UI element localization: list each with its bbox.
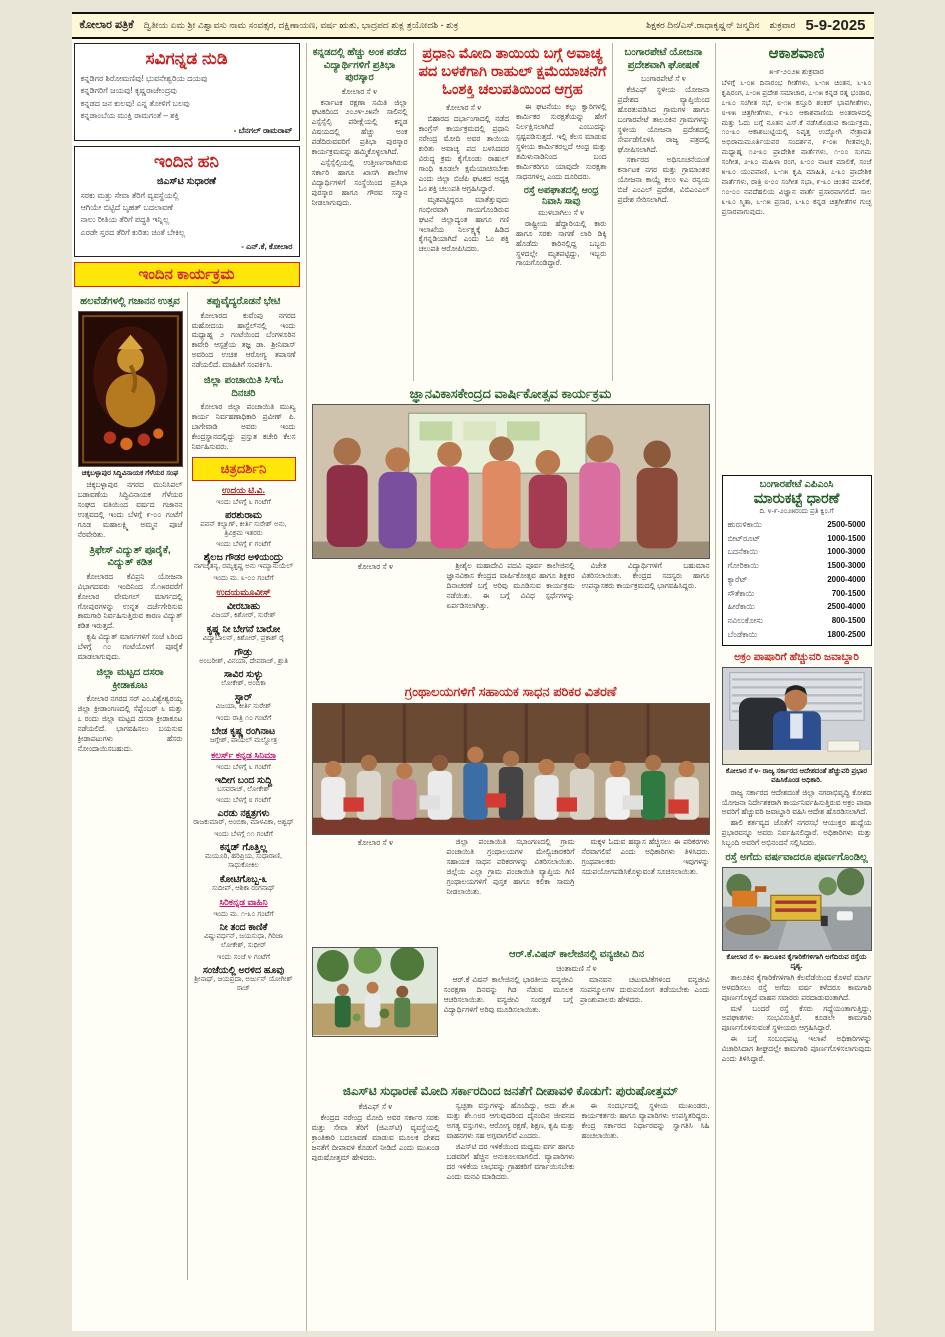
tv-listing-entry: ಇಂದು ಬೆಳಗ್ಗೆ ೬ ಗಂಟೆಗೆ — [216, 761, 271, 771]
savigannada-nudi-box — [74, 43, 300, 141]
wildlife-article-body — [444, 975, 710, 1067]
tv-listing-entry: ರಾಜಕುಮಾರ್, ಅಂಬಿಕಾ, ಮಾಳವಿಕಾ, ಅಶ್ವಥ್ — [193, 819, 294, 827]
poem-line: ಕನ್ನಡಿಗರಿಗೆ ಜಯವು! ಕೃಷ್ಣರಾಜೇಂದ್ರವು — [80, 86, 177, 96]
wildlife-headline: ಆರ್.ಕೆ.ವಿಷನ್ ಕಾಲೇಜಿನಲ್ಲಿ ವನ್ಯಜೀವಿ ದಿನ — [508, 949, 645, 961]
tv-listing-entry: ವೀರಬಾಹು — [226, 601, 261, 613]
wildlife-day-photo — [312, 947, 438, 1036]
library-headline: ಗ್ರಂಥಾಲಯಗಳಿಗೆ ಸಹಾಯಕ ಸಾಧನ ಪರಿಕರ ವಿತರಣೆ — [404, 684, 617, 700]
price-range: 2000-4000 — [827, 574, 866, 584]
body-paragraph: ಸರ್ಕಾರದ ಅಧಿಸೂಚನೆಯಂತೆ ಕರ್ನಾಟಕ ನಗರ ಮತ್ತು ಗ್ರಾಮಾಂತರ ಯೋಜನಾ ಕಾಯ್ದೆ ಕಲಂ ೪ಎ ರನ್ವಯ ಬಿಜೆ ಎಂಎಲ್ ಪ್ರದೇಶ, ವಿಬಿಎಂಎಲ್ ಪ್ರದೇಶ ಸೇರಿಸಲಾಗಿದೆ. — [617, 155, 710, 205]
tv-listing-entry: ಕೋಟಿಗೊಬ್ಬ-೩ — [219, 873, 268, 885]
tv-listing-entry: ಇಂದು ರಾತ್ರಿ ೧೦ ಗಂಟೆಗೆ — [215, 712, 272, 722]
tv-listing-entry: ಪರಶುರಾಮ — [225, 509, 262, 521]
dateline: ಬಂಗಾರಪೇಟೆ ಸೆ ೪ — [641, 74, 686, 83]
library-article-body — [312, 837, 710, 941]
apmc-rates-box — [722, 475, 872, 646]
special-day-note: ಶಿಕ್ಷಕರ ದಿನ/ಎಸ್.ರಾಧಾಕೃಷ್ಣನ್ ಜನ್ಮದಿನ — [646, 20, 760, 30]
tv-listing-entry: ಇಂದು ಬೆಳಗ್ಗೆ ೮ ಗಂಟೆಗೆ — [216, 795, 271, 805]
tv-listing-entry: ಬಸವರಾಜ್, ಲೋಕೇಶ್ — [217, 785, 270, 793]
body-paragraph: ಈ ಬಗ್ಗೆ ಸಂಬಂಧಪಟ್ಟ ಇಲಾಖೆ ಅಧಿಕಾರಿಗಳನ್ನು ವಿಚಾರಿಸಿದಾಗ ಶೀಘ್ರದಲ್ಲೇ ಕಾಮಗಾರಿ ಪೂರ್ಣಗೊಳಿಸಲಾಗುವುದು ಎಂದು ತಿಳಿಸಿದ್ದಾರೆ. — [721, 1034, 872, 1064]
body-paragraph: ಕೋಲಾರದ ಕುವೆಂಪು ನಗರದ ಮಹೋದಯ ಹಾಸ್ಟೆಲ್‌ನಲ್ಲಿ ಇಂದು ಮಧ್ಯಾಹ್ನ ೨ ಗಂಟೆಯಿಂದ ಬೆಂಗಳೂರಿನ ಕಾವೇರಿ ಆಸ್ಪತ್ರೆಯ ತಜ್ಞ ಡಾ. ಶ್ರೀನಿವಾಸ್ ಅವರಿಂದ ಉಚಿತ ಆರೋಗ್ಯ ತಪಾಸಣೆ ನಡೆಯಲಿದೆ. ಮಾಹಿತಿಗೆ ಸಂಪರ್ಕಿಸಿ. — [191, 310, 296, 370]
threephase-article-body — [78, 572, 183, 663]
anniversary-article-body — [312, 561, 710, 679]
poem — [81, 73, 293, 123]
accident-paragraphs — [516, 219, 607, 269]
calendar-line: ದ್ವಿತೀಯ ಏಮ ಶ್ರೀ ವಿಶ್ವಾವಸು ನಾಮ ಸಂವತ್ಸರ, ದಕ್ಷಿಣಾಯಣ, ವರ್ಷ ಋತು, ಭಾದ್ರಪದ ಶುಕ್ಲ ತ್ರಯೋದಶಿ - ಶುಕ್ರ — [143, 20, 459, 30]
tv-listing-entry: ಉದಯ ಟಿ.ವಿ. — [222, 484, 265, 495]
indina-hani-box — [74, 146, 300, 258]
page-columns — [72, 43, 874, 1331]
lead-story — [413, 43, 607, 381]
pratibha-story — [312, 43, 408, 381]
akashavani-section — [722, 45, 872, 470]
dateline: ಕೋಲಾರ ಸೆ ೪ — [357, 838, 394, 848]
right-column — [722, 43, 872, 1331]
price-range: 1000-1500 — [827, 533, 866, 543]
dateline: ಮುಳಬಾಗಿಲು ಸೆ ೪ — [538, 207, 585, 217]
gst-headline: ಜಿಎಸ್‌ಟಿ ಸುಧಾರಣೆ ಮೋದಿ ಸರ್ಕಾರದಿಂದ ಜನತೆಗೆ ದೀಪಾವಳಿ ಕೊಡುಗೆ: ಪುರುಷೋತ್ತಮ್ — [342, 1084, 679, 1099]
dateline: ಕೋಲಾರ ಸೆ ೪ — [446, 103, 482, 113]
tv-listing-entry: ಪವನ್ ಕಲ್ಯಾಣ್, ಕೀರ್ತಿ ಸುರೇಶ್ ಅನು, ತ್ರಿವಿಕ್ರಮ ಇತರರು — [200, 520, 287, 537]
body-paragraph: ಜಿಲ್ಲಾ ಪಂಚಾಯಿತಿ ಸಭಾಂಗಣದಲ್ಲಿ ಗ್ರಾಮ ಪಂಚಾಯಿತಿ ಗ್ರಂಥಾಲಯಗಳ ಮೇಲ್ವಿಚಾರಕರಿಗೆ ಸಹಾಯಕ ಸಾಧನ ಪರಿಕರಗಳನ್ನು ವಿತರಿಸಲಾಯಿತು. ಜಿಲ್ಲೆಯ ಎಲ್ಲಾ ಗ್ರಾಮ ಪಂಚಾಯಿತಿ ವ್ಯಾಪ್ತಿಯ ಗಿಣಿ ಗ್ರಂಥಾಲಯಗಳಿಗೆ ಪುಸ್ತಕ ಹಾಗೂ ಕಲಿಕಾ ಸಾಮಗ್ರಿ ನೀಡಲಾಯಿತು. — [446, 837, 575, 897]
rate-row — [728, 614, 866, 628]
left-column — [74, 43, 300, 1331]
tv-listing-entry: ಬೇಡ ಕೃಷ್ಣ ರಂಗಿನಾಟ — [211, 725, 276, 737]
body-paragraph: ಮಳೆ ಬಂದರೆ ರಸ್ತೆ ಕೆಸರು ಗದ್ದೆಯಂತಾಗುತ್ತಿದ್ದು, ಅಪಘಾತಗಳು ಸಂಭವಿಸುತ್ತಿವೆ. ಕೂಡಲೇ ಕಾಮಗಾರಿ ಪೂರ್ಣಗೊಳಿಸುವಂತೆ ಸ್ಥಳೀಯರು ಆಗ್ರಹಿಸಿದ್ದಾರೆ. — [721, 1003, 872, 1033]
price-range: 2500-5000 — [827, 519, 866, 529]
akashavani-dateline: ೫-೯-೨೦೨೫ ಶುಕ್ರವಾರ — [769, 66, 824, 76]
ganesh-article-body — [78, 480, 183, 541]
body-paragraph: ಮೃತಪಟ್ಟಿದ್ದರೂ ಮಾತೆತ್ತುವುದು ಗಂಭೀರವಾಗಿ ಗಾಯಗೊಂಡಿರುವ ಘಟನೆ ಜಿಲ್ಲಾದ್ಯಂತ ಹಾಗೂ ಗಣಿ ಇಲಾಖೆಯ ನಿರ್ಲಕ್ಷ್ಯಕ್ಕೆ ಹಿಡಿದ ಕೈಗನ್ನಡಿಯಾಗಿದೆ ಎಂದು ಓಂ ಶಕ್ತಿ ಚಲುಪತಿ ಆರೋಪಿಸಿದರು. — [418, 194, 509, 254]
dateline: ಕೋಲಾರ ಸೆ ೪ — [341, 86, 378, 96]
price-range: 1500-3000 — [827, 561, 866, 570]
commodity-name: ಸೌತೆಕಾಯಿ — [727, 588, 755, 598]
apmc-rates-title: ಮಾರುಕಟ್ಟೆ ಧಾರಣೆ — [753, 490, 840, 507]
dateline: ಕೋಲಾರ ಸೆ ೪ — [357, 562, 394, 572]
body-paragraph: ಈ ಸಂದರ್ಭದಲ್ಲಿ ಸ್ಥಳೀಯ ಮುಖಂಡರು, ಕಾರ್ಯಕರ್ತರು ಹಾಗೂ ವ್ಯಾಪಾರಿಗಳು ಉಪಸ್ಥಿತರಿದ್ದರು. ಕೇಂದ್ರ ಸರ್ಕಾರದ ನಿರ್ಧಾರವನ್ನು ಸ್ವಾಗತಿಸಿ ಸಿಹಿ ಹಂಚಲಾಯಿತು. — [581, 1101, 710, 1141]
lead-article-body — [419, 102, 607, 364]
body-paragraph: ಕರ್ನಾಟಕ ರಕ್ಷಣಾ ಸಮಿತಿ ಜಿಲ್ಲಾ ಘಟಕದಿಂದ ೨೦೨೪-೨೫ನೇ ಸಾಲಿನಲ್ಲಿ ಎಸ್ಸೆಸ್ಸೆಲ್ಸಿ ಪರೀಕ್ಷೆಯಲ್ಲಿ ಕನ್ನಡ ವಿಷಯದಲ್ಲಿ ಹೆಚ್ಚು ಅಂಕ ಪಡೆದಿರುವವರಿಗೆ ಪ್ರತಿಭಾ ಪುರಸ್ಕಾರ ಕಾರ್ಯಕ್ರಮವನ್ನು ಹಮ್ಮಿಕೊಳ್ಳಲಾಗಿದೆ. — [311, 97, 408, 157]
anniversary-group-photo — [312, 404, 710, 559]
commodity-name: ಹುರುಳಿಕಾಯಿ — [727, 519, 762, 529]
tv-listing-entry: ಕೃಷ್ಣ ನೀ ಬೇಗನೆ ಬಾರೋ — [206, 623, 281, 635]
ganesh-photo-caption: ಚಿಕ್ಕಬಳ್ಳಾಪುರ ಸಿದ್ಧಿವಿನಾಯಕ ಗೆಳೆಯರ ಸಂಘ — [81, 470, 179, 478]
apmc-rates-note: ದಿ. ೪-೯-೨೦೨೫ರಂದು ಪ್ರತಿ ಕ್ವಿಂ.ಗೆ — [759, 507, 834, 515]
anniversary-paragraphs — [447, 561, 710, 611]
apmc-org-name: ಬಂಗಾರಪೇಟೆ ಎಪಿಎಂಸಿ — [759, 478, 834, 490]
poem-line: ಆಗಿಯೇ ಬಿಟ್ಟಿದೆ ಬೃಹತ್ ಬದಲಾವಣೆ — [80, 202, 173, 212]
top-stories-row — [312, 43, 710, 381]
ganesh-headline: ಹಲವೆಡೆಗಳಲ್ಲಿ ಗಜಾನನ ಉತ್ಸವ — [80, 296, 180, 308]
library-distribution-photo — [312, 703, 710, 835]
pratibha-headline: ಕನ್ನಡದಲ್ಲಿ ಹೆಚ್ಚು ಅಂಕ ಪಡೆದ ವಿದ್ಯಾರ್ಥಿಗಳಿಗೆ ಪ್ರತಿಭಾ ಪುರಸ್ಕಾರ — [312, 47, 407, 83]
threephase-headline: ತ್ರಿಫೇಸ್ ವಿದ್ಯುತ್ ಪೂರೈಕೆ, ವಿದ್ಯುತ್ ಕಡಿತ — [89, 544, 171, 569]
poem-line: ಎರಡೇ ಸ್ತರದ ತೆರಿಗೆ ಕುರಿತು ಚಿಂತೆ ಬೇಕಿಲ್ಲ — [80, 227, 186, 237]
commodity-name: ಗೋರಿಕಾಯಿ — [727, 561, 759, 570]
gst-section — [312, 1084, 710, 1331]
lead-headline: ಪ್ರಧಾನಿ ಮೋದಿ ತಾಯಿಯ ಬಗ್ಗೆ ಅವಾಚ್ಯ ಪದ ಬಳಕೆಗಾಗಿ ರಾಹುಲ್ ಕ್ಷಮೆಯಾಚನೆಗೆ ಓಂಶಕ್ತಿ ಚಲುಪತಿಯಿಂದ ಆಗ್ರಹ — [418, 46, 607, 99]
ceo-diary-headline: ಜಿಲ್ಲಾ ಪಂಚಾಯಿತಿ ಸಿಇಓ ದಿನಚರಿ — [203, 375, 284, 399]
body-paragraph: ಕೋಲಾರದ ಕೆವಿಪ್ರನಿ ಯೋಜನಾ ವಿಭಾಗದವರು ಇಂದಿನಿಂದ ಸೆ.೧೫ರವರೆಗೆ ಕೋಲಾರ ವೇಮಗಲ್ ಮಾರ್ಗದಲ್ಲಿ ಗೋಪುರಗಳನ್ನು ಉನ್ನತ ದರ್ಜೆಗೇರಿಸುವ ಕಾಮಗಾರಿ ನಿರ್ವಹಿಸುತ್ತಿರುವ ಕಾರಣ ವಿದ್ಯುತ್ ಕಡಿತ ಇರುತ್ತದೆ. — [77, 571, 183, 631]
hani-attribution: - ಎನ್.ಕೆ, ಕೋಲಾರ — [241, 242, 293, 252]
doctor-visit-headline: ತಪ್ಪುವೈದ್ಯರೊಡನೆ ಭೇಟಿ — [206, 296, 281, 308]
officer-at-desk-photo — [722, 667, 872, 766]
apmc-rates-table — [728, 518, 866, 642]
commodity-name: ಹೀರೆಕಾಯಿ — [727, 602, 755, 612]
tv-listing-entry: ಉದಯಮೂವೀಸ್ — [216, 587, 271, 598]
dateline: ಚಿಂತಾಮಣಿ ಸೆ ೪ — [556, 963, 597, 973]
body-paragraph: ಮಕ್ಕಳ ಓದುವ ಹವ್ಯಾಸ ಹೆಚ್ಚಿಸಲು ಈ ಪರಿಕರಗಳು ನೆರವಾಗಲಿವೆ ಎಂದು ಅಧಿಕಾರಿಗಳು ತಿಳಿಸಿದರು. ಗ್ರಂಥಪಾಲಕರು ಇವುಗಳನ್ನು ಸದುಪಯೋಗಪಡಿಸಿಕೊಳ್ಳುವಂತೆ ಸೂಚಿಸಲಾಯಿತು. — [581, 837, 710, 877]
dug-road-photo — [722, 867, 872, 951]
rate-row — [728, 600, 866, 614]
road-photo-caption: ಕೋಲಾರ ಸೆ ೪- ತಾಲೂಕಿನ ಕೈಗಾರಿಕೆಗಳಿಗಾಗಿ ಅಗೆದಿರುವ ರಸ್ತೆಯ ದೃಶ್ಯ. — [726, 953, 867, 970]
tv-listing-entry: ಶೈಲಜ ಗೌಡರ ಅಳಿಯಂದ್ರು — [203, 552, 284, 564]
tv-listing-entry: ಇಂದು ಬೆಳಗ್ಗೆ ೯ ಗಂಟೆಗೆ — [216, 539, 271, 549]
tv-listing-entry: ಶ್ರೀನಾಥ್, ಜಯಪ್ರದಾ, ಅರ್ಜುನ್ ಯೋಗೀಶ್ ರಾಜ್ — [194, 975, 293, 992]
body-paragraph: ಕೃಷಿ ವಿದ್ಯುತ್ ಮಾರ್ಗಗಳಿಗೆ ಸಂಜೆ ೬ರಿಂದ ಬೆಳಗ್ಗೆ ೧೦ ಗಂಟೆಯೊಳಗೆ ಪೂರೈಕೆ ಮಾಡಲಾಗುವುದು. — [77, 632, 183, 662]
chitradarshini-banner: ಚಿತ್ರದರ್ಶಿನಿ — [192, 457, 296, 481]
rate-row — [728, 587, 866, 601]
anniversary-headline: ಜ್ಞಾನವಿಕಾಸಕೇಂದ್ರದ ವಾರ್ಷಿಕೋತ್ಸವ ಕಾರ್ಯಕ್ರಮ — [409, 386, 612, 401]
officer-photo-caption: ಕೋಲಾರ ಸೆ ೪- ರಾಜ್ಯ ಸರ್ಕಾರದ ಆದೇಶದಂತೆ ಹೆಚ್ಚುವರಿ ಪ್ರಭಾರ ವಹಿಸಿಕೊಂಡ ಅಧಿಕಾರಿ. — [725, 768, 868, 785]
left-subcol-a — [74, 292, 187, 1280]
tv-listing-entry: ಸಾವಿರ ಸುಳ್ಳು — [223, 669, 264, 681]
road-article-body — [722, 973, 872, 1064]
gst-article-body — [312, 1101, 710, 1331]
hani-title: ಇಂದಿನ ಹನಿ — [154, 151, 219, 171]
tv-listing-entry: ನೀ ತಂದ ಕಾಣಿಕೆ — [219, 922, 268, 934]
body-paragraph: ರಾಷ್ಟ್ರೀಯ ಹೆದ್ದಾರಿಯಲ್ಲಿ ಕಾರು ಹಾಗೂ ಸರಕು ಸಾಗಣೆ ಲಾರಿ ಡಿಕ್ಕಿ ಹೊಡೆದು ಕಾರಿನಲ್ಲಿದ್ದ ಒಬ್ಬರು ಸ್ಥಳದಲ್ಲೇ ಮೃತಪಟ್ಟಿದ್ದು, ಇಬ್ಬರು ಗಾಯಗೊಂಡಿದ್ದಾರೆ. — [516, 218, 607, 268]
tv-listing-entry: ವಿಷ್ಣುವರ್ಧನ್, ಜಯಸುಧಾ, ಗಿರಿಜಾ ಲೋಕೇಶ್, ಸುಧೀರ್ — [204, 933, 283, 950]
commodity-name: ಕ್ಯಾರೆಟ್ — [727, 574, 748, 584]
poem-line: ಕನ್ನಡಾಂಬೆಯ ಮುಕ್ತಿ ರಾಮಗಂತೆ – ಶಕ್ತಿ — [80, 111, 180, 121]
price-range: 2500-4000 — [827, 602, 866, 612]
body-paragraph: ಸ್ವಚ್ಛತಾ ವಸ್ತುಗಳನ್ನು ಹೊಂದಿದ್ದು, ಅದು ಶೇ.೫ ಮತ್ತು ಶೇ.೧೮ರ ಆಗುವುದರಿಂದ ದೈನಂದಿನ ಜೀವನದ ಅಗತ್ಯ ವಸ್ತುಗಳು, ಆರೋಗ್ಯ ರಕ್ಷಣೆ, ಶಿಕ್ಷಣ, ಕೃಷಿ ಮತ್ತು ವಾಹನಗಳು ಸಹ ಅಗ್ಗವಾಗಲಿವೆ ಎಂದರು. — [446, 1101, 575, 1141]
body-paragraph: ಮಾನವನ ಚಟುವಟಿಕೆಗಳಿಂದ ವನ್ಯಜೀವಿ ಸಂಪನ್ಮೂಲಗಳ ದುರುಪಯೋಗ ತಡೆಯಬೇಕು ಎಂದು ಪ್ರಾಂಶುಪಾಲರು ಹೇಳಿದರು. — [580, 974, 710, 1004]
wildlife-story — [444, 945, 710, 1079]
body-paragraph: ಈ ಘಟನೆಯು ಕಲ್ಲು ಕ್ವಾರಿಗಳಲ್ಲಿ ಕಾರ್ಮಿಕರ ಸುರಕ್ಷತೆಯನ್ನು ಹೇಗೆ ನಿರ್ಲಕ್ಷಿಸಲಾಗಿದೆ ಎಂಬುದನ್ನು ಸ್ಪಷ್ಟಪಡಿಸುತ್ತದೆ. ಇಲ್ಲಿ ಕೆಲಸ ಮಾಡುವ ಸ್ಥಳೀಯ ಕಾರ್ಮಿಕರಲ್ಲದೆ ಆಂಧ್ರ ಮತ್ತು ತಮಿಳುನಾಡಿನಿಂದ ಬಂದ ಕಾರ್ಮಿಕರಿಗೂ ಯಾವುದೇ ಸುರಕ್ಷತಾ ಸಾಧನಗಳಿಲ್ಲ ಎಂದು ದೂರಿದರು. — [516, 102, 607, 181]
accident-subheadline: ರಸ್ತೆ ಅಪಘಾತದಲ್ಲಿ ಆಂಧ್ರ ನಿವಾಸಿ ಸಾವು — [523, 184, 599, 207]
tv-listing-entry: ಕಲರ್ಸ್ ಕನ್ನಡ ಸಿನಿಮಾ — [211, 749, 276, 760]
bangarpet-article-body — [618, 85, 710, 205]
rate-row — [728, 573, 866, 587]
body-paragraph: ಕೋಲಾರ ನಗರದ ಸರ್ ಎಂ.ವಿಶ್ವೇಶ್ವರಯ್ಯ ಜಿಲ್ಲಾ ಕ್ರೀಡಾಂಗಣದಲ್ಲಿ ಸೆಪ್ಟೆಂಬರ್ ೬ ಮತ್ತು ೭ ರಂದು ಜಿಲ್ಲಾ ಮಟ್ಟದ ದಸರಾ ಕ್ರೀಡಾಕೂಟ ನಡೆಯಲಿದೆ. ಭಾಗವಹಿಸಲು ಬಯಸುವ ಕ್ರೀಡಾಪಟುಗಳು ಹೆಸರು ನೋಂದಾಯಿಸಬಹುದು. — [77, 694, 183, 753]
body-paragraph: ವಿಜೇತ ವಿದ್ಯಾರ್ಥಿಗಳಿಗೆ ಬಹುಮಾನ ವಿತರಿಸಲಾಯಿತು. ಕೇಂದ್ರದ ಸದಸ್ಯರು ಹಾಗೂ ಉಪನ್ಯಾಸಕರು ಕಾರ್ಯಕ್ರಮದಲ್ಲಿ ಭಾಗವಹಿಸಿದ್ದರು. — [581, 561, 710, 591]
poem-attribution: - ಬೆನಗಲ್ ರಾಮರಾವ್ — [233, 125, 293, 135]
body-paragraph: ಕೇಂದ್ರದ ನರೇಂದ್ರ ಮೋದಿ ಅವರ ಸರ್ಕಾರ ಸರಕು ಮತ್ತು ಸೇವಾ ತೆರಿಗೆ (ಜಿಎಸ್‌ಟಿ) ವ್ಯವಸ್ಥೆಯಲ್ಲಿ ಕ್ರಾಂತಿಕಾರಿ ಬದಲಾವಣೆ ಮಾಡುವ ಮೂಲಕ ದೇಶದ ಜನತೆಗೆ ದೀಪಾವಳಿ ಕೊಡುಗೆ ನೀಡಿದೆ ಎಂದು ಮುಖಂಡ ಪುರುಷೋತ್ತಮ್ ಹೇಳಿದರು. — [311, 1113, 440, 1163]
newspaper-page — [72, 12, 874, 1331]
body-paragraph: ತಾಲೂಕಿನ ಕೈಗಾರಿಕೆಗಳಿಗಾಗಿ ಕೆಲವೆಡೆಯಿಂದ ಕೊಳವೆ ಮಾರ್ಗ ಅಳವಡಿಸಲು ರಸ್ತೆ ಅಗೆದು ವರ್ಷ ಕಳೆದರೂ ಕಾಮಗಾರಿ ಪೂರ್ಣಗೊಳ್ಳದೆ ವಾಹನ ಸವಾರರು ಪರದಾಡುವಂತಾಗಿದೆ. — [721, 972, 872, 1002]
hani-poem — [81, 190, 293, 240]
tv-listing-entry: ಎರಡು ನಕ್ಷತ್ರಗಳು — [217, 808, 270, 820]
tv-listing-entry: ಇಂದು ಮ. ೧-೩೦ ಗಂಟೆಗೆ — [213, 909, 274, 919]
rate-row — [728, 628, 866, 642]
dateline: ಕೆಜಿಎಫ್ ಸೆ ೪ — [358, 1102, 393, 1112]
tv-listing-entry: ಲೋಕೇಶ್, ಅಂಬಿಕಾ — [221, 680, 266, 688]
price-range: 1000-3000 — [827, 547, 866, 557]
tv-listing-entry: ನಾಗಚೈತನ್ಯ, ರಮ್ಯಕೃಷ್ಣ ಅನು ಇಮ್ಯಾನುಯೆಲ್ — [193, 563, 294, 571]
library-section — [312, 684, 710, 1079]
rate-row — [728, 545, 866, 559]
dasara-headline: ಜಿಲ್ಲಾ ಮಟ್ಟದ ದಸರಾ ಕ್ರೀಡಾಕೂಟ — [96, 667, 164, 691]
tv-listing-entry: ಇಂದು ಮ. ೩-೦೦ ಗಂಟೆಗೆ — [213, 573, 274, 583]
tv-listing-entry: ವಿಜಯ್, ಕಿಶೋರ್, ಸುರೇಶ್ — [211, 612, 276, 620]
poem-line: ಕನ್ನಡದ ಜನ ಕುಲವು! ಎನ್ನ ತೋಳಿಗೆ ಬಲವು — [80, 98, 190, 108]
tv-listing-entry: ವಿಜಯಾ, ಕೀರ್ತಿ ಸುರೇಶ್ — [215, 703, 272, 711]
gst-paragraphs — [312, 1101, 710, 1181]
library-paragraphs — [447, 837, 710, 897]
akashavani-schedule: ಬೆಳಗ್ಗೆ ೬-೦೫ ದಿನಾರಂಭ ಗೀತೆಗಳು, ೬-೧೫ ಚಿಂತನ, ೬-೩೦ ಕೃಷಿರಂಗ, ೭-೦೫ ಪ್ರದೇಶ ಸಮಾಚಾರ, ೭-೧೫ ಕನ್ನಡ ರತ್ನ ಭಂಡಾರ, ೭-೩೦ ಸಂಗೀತ ಸಭೆ, ೮-೧೫ ಕಸ್ತೂರಿ ಶಂಕರ್ ಭಾವಗೀತೆಗಳು, ೮-೪೫ ಚಿತ್ರಗೀತೆಗಳು, ೯-೩೦ ಆಕಾಶವಾಣಿಯ ಅಂತರಾಳದಲ್ಲಿ ಮತ್ತು ಓದು ಬಗ್ಗೆ ನೂತನ ಎಸ್.ಕೆ ನಡೆಸಿಕೊಡುವ ಕಾರ್ಯಕ್ರಮ, ೧೦-೩೦ ಆಕಾಶಬುಟ್ಟಿಯಲ್ಲಿ ನಿವೃತ್ತ ಉದ್ಯೋಗಿ ನೇತ್ರಾವತಿ ಅಭಿರಾಮಮೂರ್ತಿಯವರ ಸಂದರ್ಶನ, ೯-೦೫ ಗೀತವಲ್ಲರಿ, ಮಧ್ಯಾಹ್ನ ೧೨-೩೦ ಪ್ರಾದೇಶಿಕ ವಾರ್ತೆಗಳು, ೧-೦೦ ಸುಗಮ ಸಂಗೀತ, ೨-೩೦ ಮಹಿಳಾ ರಂಗ, ೩-೦೦ ನಾಟಕ ಮಾಲಿಕೆ, ಸಂಜೆ ೫-೩೦ ಯುವವಾಣಿ, ೬-೧೫ ಕೃಷಿ ಮಾಹಿತಿ, ೭-೩೦ ಪ್ರಾದೇಶಿಕ ವಾರ್ತೆಗಳು, ರಾತ್ರಿ ೮-೦೦ ಸಂಗೀತ ಸಭಾ, ೯-೩೦ ಚಿಂತನ ಮಾಲಿಕೆ, ೧೦-೦೦ ನವದೆಹಲಿಯ ವಿಜ್ಞಾನ ವಾರ್ತೆ ಪ್ರಸಾರವಾಗಲಿದೆ. ಸಾಲ ೩-೩೦ ಸ್ಮಿತಾ, ೬-೧೫ ಪ್ರಸಾರ, ೬-೩೦ ಕನ್ನಡ ಚಿತ್ರಗೀತೆಗಳ ಗುಚ್ಛ ಪ್ರಸಾರವಾಗುವುದು. — [721, 77, 872, 216]
tv-listing-entry: ಇಂದು ಬೆಳಗ್ಗೆ ೧೧ ಗಂಟೆಗೆ — [214, 829, 273, 839]
tv-listing-entry: ವಿದ್ಯಾಬಾಲನ್, ಕಿಶೋರ್, ಪ್ರಕಾಶ್ ರೈ — [202, 634, 285, 642]
price-range: 800-1500 — [831, 616, 866, 625]
bangarpet-story — [612, 43, 710, 381]
akram-section — [722, 651, 872, 849]
doctor-article-body — [192, 311, 296, 372]
weekday-label: ಶುಕ್ರವಾರ — [769, 20, 796, 30]
rate-row — [728, 559, 866, 573]
commodity-name: ಬೆಂಡೆಕಾಯಿ — [727, 629, 758, 639]
center-column — [306, 43, 716, 1331]
bangarpet-headline: ಬಂಗಾರಪೇಟೆ ಯೋಜನಾ ಪ್ರದೇಶವಾಗಿ ಘೋಷಣೆ — [624, 47, 703, 71]
tv-listing-entry: ಗೌಡ್ರು — [234, 646, 253, 658]
savigannada-title: ಸವಿಗನ್ನಡ ನುಡಿ — [145, 49, 228, 68]
tv-listing-entry: ಸುದೀಪ್, ಆಶಿಕಾ ರಂಗನಾಥ್ — [212, 884, 275, 892]
tv-listing-entry: ಜಗ್ಗೇಶ್, ಪಾಯಲ್ ಮಲ್ಹೋತ್ರ — [209, 736, 278, 744]
poem-line: ನಾಲು ರೀತಿಯ ತೆರಿಗೆ ಪದ್ಧತಿ ಇನ್ನಿಲ್ಲ — [80, 215, 170, 225]
tv-listing-entry: ಇದೀಗ ಬಂದ ಸುದ್ದಿ — [214, 774, 273, 786]
dasara-article-body — [78, 694, 183, 755]
anniversary-section — [312, 386, 710, 679]
paper-name: ಕೋಲಾರ ಪತ್ರಿಕೆ — [79, 19, 134, 31]
tv-listing-entry: ಕನ್ನಡ್ ಗೊತ್ತಿಲ್ಲ — [219, 842, 268, 854]
body-paragraph: ಶ್ರೀಶೈಲ ಮಹಾದೇವಿ ಪದವಿ ಪೂರ್ವ ಕಾಲೇಜಿನಲ್ಲಿ ಜ್ಞಾನವಿಕಾಸ ಕೇಂದ್ರದ ವಾರ್ಷಿಕೋತ್ಸವ ಹಾಗೂ ಶಿಕ್ಷಕರ ದಿನಾಚರಣೆ ಬಗ್ಗೆ ಅರಿವು ಮೂಡಿಸುವ ಕಾರ್ಯಕ್ರಮ ನಡೆಯಿತು. ಈ ಬಗ್ಗೆ ವಿವಿಧ ಸ್ಪರ್ಧೆಗಳನ್ನು ಏರ್ಪಡಿಸಲಾಗಿತ್ತು. — [446, 561, 575, 610]
body-paragraph: ಎಸ್ಸೆಸ್ಸೆಲ್ಸಿಯಲ್ಲಿ ಉತ್ತೀರ್ಣರಾಗಿರುವ ಸರ್ಕಾರಿ ಹಾಗೂ ಖಾಸಗಿ ಶಾಲೆಗಳ ವಿದ್ಯಾರ್ಥಿಗಳಿಗೆ ಸಂಸ್ಥೆಯಿಂದ ಪ್ರತಿಭಾ ಪುರಸ್ಕಾರ ಹಾಗೂ ಗೌರವ ಸನ್ಮಾನ ನೀಡಲಾಗುವುದು. — [311, 158, 408, 207]
body-paragraph: ಹಾಲಿ ಕರ್ತವ್ಯದ ಜೊತೆಗೆ ನಗರಸಭೆ ಆಯುಕ್ತರ ಹುದ್ದೆಯ ಪ್ರಭಾರವನ್ನೂ ಅವರು ನಿರ್ವಹಿಸಲಿದ್ದಾರೆ. ಅಧಿಕಾರಿಗಳು ಮತ್ತು ಸಿಬ್ಬಂದಿ ಅವರಿಗೆ ಅಭಿನಂದನೆ ಸಲ್ಲಿಸಿದರು. — [721, 818, 872, 848]
body-paragraph: ಬಿಹಾರದ ದರ್ಭಾಂಗಾದಲ್ಲಿ ನಡೆದ ಕಾಂಗ್ರೆಸ್ ಕಾರ್ಯಕ್ರಮದಲ್ಲಿ ಪ್ರಧಾನಿ ನರೇಂದ್ರ ಮೋದಿ ಅವರ ತಾಯಿಯ ಕುರಿತು ಅವಾಚ್ಯ ಪದ ಬಳಸಿದವರ ವಿರುದ್ಧ ಕ್ರಮ ಕೈಗೊಂಡು ರಾಹುಲ್ ಗಾಂಧಿ ಕೂಡಲೇ ಕ್ಷಮೆಯಾಚಿಸಬೇಕು ಎಂದು ಜಿಲ್ಲಾ ಬಿಜೆಪಿ ಘಟಕದ ಅಧ್ಯಕ್ಷ ಓಂ ಶಕ್ತಿ ಚಲುಪತಿ ಆಗ್ರಹಿಸಿದ್ದಾರೆ. — [418, 114, 509, 193]
ganesha-idol-photo — [78, 311, 183, 468]
poem-line: ಸರಕು ಮತ್ತು ಸೇವಾ ತೆರಿಗೆ ವ್ಯವಸ್ಥೆಯಲ್ಲಿ — [80, 190, 179, 200]
wildlife-photo-cell — [312, 945, 438, 1079]
body-paragraph: ಚಿಕ್ಕಬಳ್ಳಾಪುರ ನಗರದ ಮುನಿಸಿಪಲ್ ಬಡಾವಣೆಯ ಸಿದ್ಧಿವಿನಾಯಕ ಗೆಳೆಯರ ಸಂಘದ ವತಿಯಿಂದ ವರ್ಷದ ಗಜಾನನ ಉತ್ಸವದಲ್ಲಿ ಇಂದು ಬೆಳಗ್ಗೆ ೯-೦೦ ಗಂಟೆಗೆ ಗೂಡ ಮಹಾಲಕ್ಷ್ಮಿ ಅಮ್ಮನ ಪೂಜೆ ನೆರವೇರಿತು. — [77, 480, 183, 539]
issue-date: 5-9-2025 — [805, 17, 866, 34]
wildlife-row — [312, 945, 710, 1079]
left-subcol-b — [187, 292, 300, 1280]
tv-listing-entry: ಸಂಜೆಯಲ್ಲಿ ಅರಳಿದ ಹೂವು — [202, 964, 285, 976]
commodity-name: ಬದನೆಕಾಯಿ — [727, 547, 758, 557]
akram-headline: ಅಕ್ರಂ ಪಾಷಾರಿಗೆ ಹೆಚ್ಚುವರಿ ಜವಾಬ್ದಾರಿ — [734, 650, 859, 663]
todays-program-banner: ಇಂದಿನ ಕಾರ್ಯಕ್ರಮ — [74, 262, 300, 287]
tv-listing-entry: ಅಂಬರೀಶ್, ವಿನಯಾ, ದೇವರಾಜ್, ಶ್ರುತಿ — [199, 657, 288, 665]
left-subcolumns — [74, 292, 300, 1280]
rate-row — [728, 518, 866, 532]
poem-line: ಕನ್ನಡಿಗರ ಶಿರೋಮಣಿವು! ಭುವನೇಶ್ವರಿಯ ದಯವು — [80, 74, 208, 83]
body-paragraph: ಕೆಜಿಎಫ್ ಸ್ಥಳೀಯ ಯೋಜನಾ ಪ್ರದೇಶದ ವ್ಯಾಪ್ತಿಯಿಂದ ಹೊರತುಪಡಿಸಿದ ಗ್ರಾಮಗಳ ಹಾಗೂ ಬಂಗಾರಪೇಟೆ ತಾಲೂಕಿನ ಗ್ರಾಮಗಳನ್ನು ಸ್ಥಳೀಯ ಯೋಜನಾ ಪ್ರದೇಶದಲ್ಲಿ ಸೇರ್ಪಡೆಗೊಳಿಸಿ ರಾಜ್ಯ ಪತ್ರದಲ್ಲಿ ಘೋಷಿಸಲಾಗಿದೆ. — [617, 85, 710, 154]
commodity-name: ಬೀಟ್‌ರೂಟ್ — [727, 533, 761, 543]
ceo-article-body — [192, 402, 296, 453]
road-headline: ರಸ್ತೆ ಅಗೆದು ವರ್ಷವಾದರೂ ಪೂರ್ಣಗೊಂಡಿಲ್ಲ — [725, 852, 868, 864]
road-section — [722, 852, 872, 1064]
rate-row — [728, 532, 866, 546]
tv-listings — [192, 485, 296, 994]
tv-listing-entry: ಮಯೂರಿ, ಹರಿಪ್ರಿಯ, ಸುಧಾರಾಣಿ, ಸಾಧುಕೋಕಿಲ — [205, 853, 282, 869]
hani-subtitle: ಜಿಎಸ್‌ಟಿ ಸುಧಾರಣೆ — [157, 175, 216, 187]
commodity-name: ನವಿಲುಕೋಸು — [727, 616, 763, 625]
akashavani-headline: ಆಕಾಶವಾಣಿ — [768, 45, 825, 62]
body-paragraph: ರಾಜ್ಯ ಸರ್ಕಾರದ ಆದೇಶದಂತೆ ಜಿಲ್ಲಾ ನಗರಾಭಿವೃದ್ಧಿ ಕೋಶದ ಯೋಜನಾ ನಿರ್ದೇಶಕರಾಗಿ ಕಾರ್ಯನಿರ್ವಹಿಸುತ್ತಿರುವ ಅಕ್ರಂ ಪಾಷಾ ಅವರಿಗೆ ಹೆಚ್ಚುವರಿ ಜವಾಬ್ದಾರಿ ವಹಿಸಿ ಆದೇಶ ಹೊರಡಿಸಲಾಗಿದೆ. — [721, 787, 872, 817]
pratibha-article-body — [312, 98, 408, 208]
tv-listing-entry: ಇಂದು ಸಂಜೆ ೪ ಗಂಟೆಗೆ — [216, 951, 271, 961]
akram-article-body — [722, 788, 872, 849]
price-range: 1800-2500 — [827, 629, 866, 639]
body-paragraph: ಜಿಎಸ್‌ಟಿ ದರ ಇಳಿಕೆಯಿಂದ ಮಧ್ಯಮ ವರ್ಗ ಹಾಗೂ ಬಡವರಿಗೆ ಹೆಚ್ಚಿನ ಅನುಕೂಲವಾಗಲಿದೆ. ವ್ಯಾಪಾರಿಗಳು ದರ ಇಳಿಕೆಯ ಲಾಭವನ್ನು ಗ್ರಾಹಕರಿಗೆ ವರ್ಗಾಯಿಸಬೇಕು ಎಂದು ಮನವಿ ಮಾಡಿದರು. — [446, 1142, 575, 1181]
price-range: 700-1500 — [831, 588, 866, 598]
body-paragraph: ಕೋಲಾರ ಜಿಲ್ಲಾ ಪಂಚಾಯಿತಿ ಮುಖ್ಯ ಕಾರ್ಯ ನಿರ್ವಹಣಾಧಿಕಾರಿ ಪ್ರವೀಣ್ ಪಿ. ಬಾಗೇವಾಡಿ ಅವರು ಇಂದು ಕೇಂದ್ರಸ್ಥಾನದಲ್ಲಿದ್ದು ಪ್ರಸ್ತುತ ಕಚೇರಿ ಕೆಲಸ ನಿರ್ವಹಿಸುವರು. — [191, 402, 296, 451]
tv-listing-entry: ಇಂದು ಬೆಳಗ್ಗೆ ೬ ಗಂಟೆಗೆ — [216, 496, 271, 506]
tv-listing-entry: ಸ್ಟಾರ್ — [234, 692, 253, 704]
tv-listing-entry: ಸಿರಿಕನ್ನಡ ವಾಹಿನಿ — [219, 897, 268, 908]
masthead — [72, 12, 874, 39]
body-paragraph: ಆರ್.ಕೆ ವಿಷನ್ ಕಾಲೇಜಿನಲ್ಲಿ ಭಾರತೀಯ ವನ್ಯಜೀವಿ ಸಂರಕ್ಷಣಾ ದಿನವನ್ನು ಗಿಡ ನೆಡುವ ಮೂಲಕ ಆಚರಿಸಲಾಯಿತು. ವನ್ಯಜೀವಿ ಸಂರಕ್ಷಣೆ ಬಗ್ಗೆ ವಿದ್ಯಾರ್ಥಿಗಳಿಗೆ ಅರಿವು ಮೂಡಿಸಲಾಯಿತು. — [443, 974, 573, 1014]
